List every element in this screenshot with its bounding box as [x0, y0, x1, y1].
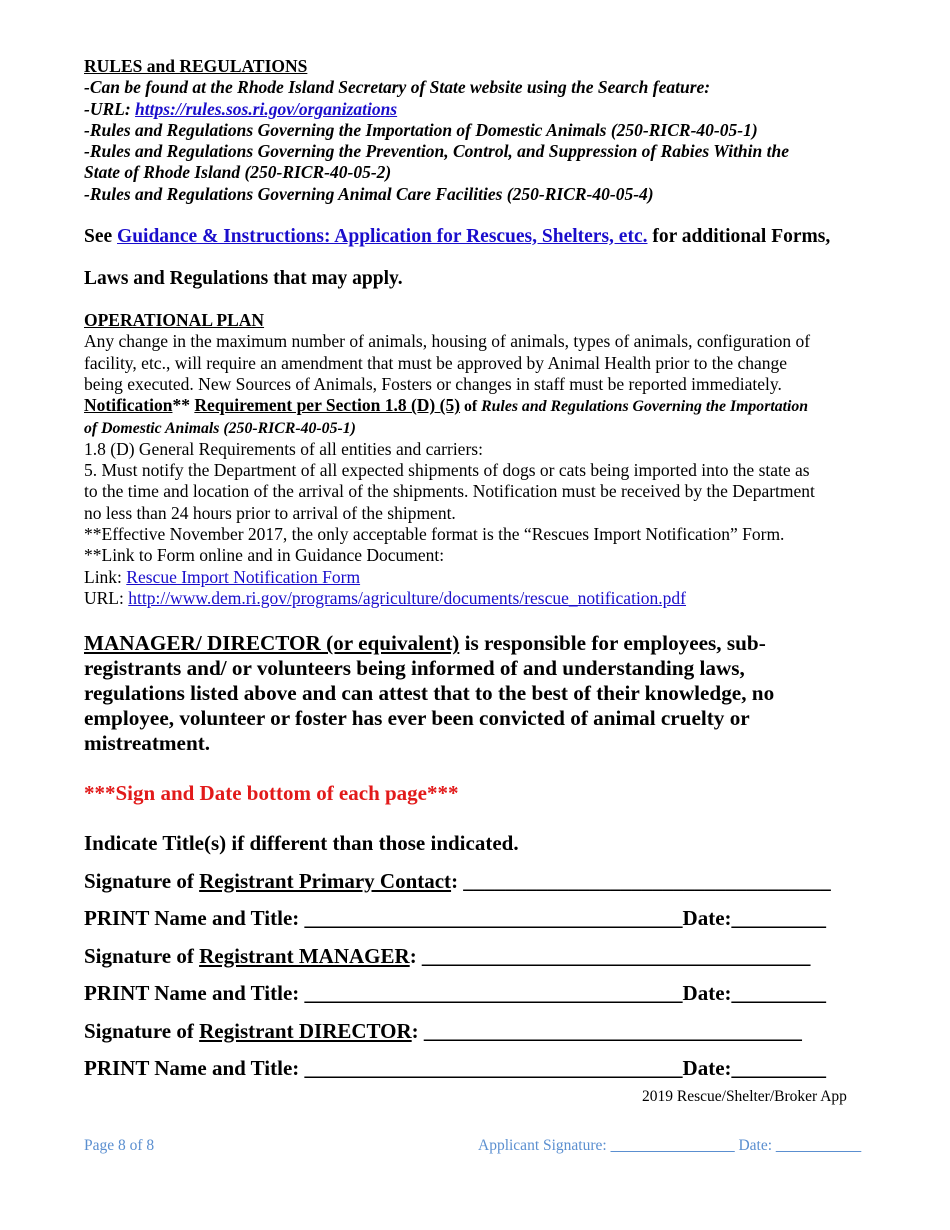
manager-line-1 [84, 631, 874, 656]
notification-rules-2: of Domestic Animals (250-RICR-40-05-1) [84, 419, 356, 437]
date-label: Date: [682, 981, 732, 1006]
director-signature-row[interactable] [84, 1018, 874, 1044]
print-name-line[interactable]: ____________________________________ [304, 906, 683, 931]
signature-prefix: Signature of [84, 1018, 200, 1043]
manager-text-1: is responsible for employees, sub- [459, 631, 766, 656]
print-name-row-2[interactable] [84, 980, 874, 1006]
manager-line-4: employee, volunteer or foster has ever been convicted of animal cruelty or [84, 706, 750, 731]
operational-heading: OPERATIONAL PLAN [84, 310, 265, 331]
notification-stars: ** [172, 395, 195, 416]
requirement-5-line-1: 5. Must notify the Department of all expected shipments of dogs or cats being imported into the state as [84, 460, 810, 481]
form-url-line [84, 588, 874, 609]
rules-line-importation: -Rules and Regulations Governing the Importation of Domestic Animals (250-RICR-40-05-1) [84, 119, 758, 140]
url-prefix: -URL: [84, 98, 136, 119]
rescue-import-form-link[interactable]: Rescue Import Notification Form [126, 566, 361, 587]
sign-date-notice: ***Sign and Date bottom of each page*** [84, 781, 459, 806]
notification-of: of [460, 398, 482, 416]
requirement-5-line-3: no less than 24 hours prior to arrival of the shipment. [84, 502, 456, 523]
date-line[interactable]: _________ [731, 981, 827, 1006]
manager-signature-line[interactable]: : _____________________________________ [409, 943, 811, 968]
manager-line-2: registrants and/ or volunteers being informed of and understanding laws, [84, 656, 745, 681]
applicant-signature-footer [478, 1137, 861, 1155]
operational-text-3: being executed. New Sources of Animals, Fosters or changes in staff must be reported immediately. [84, 373, 782, 394]
app-name-footer: 2019 Rescue/Shelter/Broker App [642, 1088, 847, 1105]
see-guidance-line [84, 225, 874, 248]
rules-line-rabies-1: -Rules and Regulations Governing the Prevention, Control, and Suppression of Rabies Within the [84, 141, 789, 162]
rules-line-care-facilities: -Rules and Regulations Governing Animal Care Facilities (250-RICR-40-05-4) [84, 183, 654, 204]
manager-role-label: Registrant MANAGER [199, 943, 410, 968]
date-label: Date: [682, 1056, 732, 1081]
document-page [84, 56, 874, 1081]
see-suffix: for additional Forms, [647, 225, 831, 247]
signature-prefix: Signature of [84, 868, 200, 893]
primary-contact-signature-line[interactable]: : ___________________________________ [451, 868, 831, 893]
director-role-label: Registrant DIRECTOR [199, 1018, 412, 1043]
link-label: Link: [84, 566, 127, 587]
date-line[interactable]: _________ [731, 906, 827, 931]
print-name-line[interactable]: ____________________________________ [304, 1056, 683, 1081]
primary-contact-signature-row[interactable] [84, 868, 874, 894]
print-name-row-1[interactable] [84, 905, 874, 931]
footer-date-label: Date: [734, 1137, 776, 1154]
signature-prefix: Signature of [84, 943, 200, 968]
manager-signature-row[interactable] [84, 943, 874, 969]
manager-director-label: MANAGER/ DIRECTOR (or equivalent) [84, 631, 460, 656]
form-link-line [84, 567, 874, 588]
date-label: Date: [682, 906, 732, 931]
print-name-label: PRINT Name and Title: [84, 906, 305, 931]
rules-heading: RULES and REGULATIONS [84, 56, 308, 76]
see-guidance-line-2: Laws and Regulations that may apply. [84, 268, 403, 290]
guidance-link[interactable]: Guidance & Instructions: Application for Rescues, Shelters, etc. [117, 225, 648, 247]
applicant-signature-label: Applicant Signature: [478, 1137, 611, 1154]
primary-contact-label: Registrant Primary Contact [199, 868, 452, 893]
notification-label: Notification [84, 395, 173, 416]
rules-line-search: -Can be found at the Rhode Island Secretary of State website using the Search feature: [84, 77, 711, 98]
date-line[interactable]: _________ [731, 1056, 827, 1081]
operational-text-1: Any change in the maximum number of animals, housing of animals, types of animals, configuration of [84, 331, 811, 352]
print-name-row-3[interactable] [84, 1055, 874, 1081]
footer-date-line[interactable]: ___________ [775, 1137, 862, 1154]
requirement-5-line-2: to the time and location of the arrival of the shipments. Notification must be received by the Department [84, 481, 815, 502]
applicant-signature-line[interactable]: ________________ [610, 1137, 735, 1154]
print-name-label: PRINT Name and Title: [84, 981, 305, 1006]
url-label: URL: [84, 587, 129, 608]
rules-line-url [84, 99, 874, 120]
indicate-title-note: Indicate Title(s) if different than those indicated. [84, 831, 519, 856]
effective-note: **Effective November 2017, the only acceptable format is the “Rescues Import Notification” Form. [84, 524, 785, 545]
rules-url-link[interactable]: https://rules.sos.ri.gov/organizations [135, 98, 398, 119]
print-name-line[interactable]: ____________________________________ [304, 981, 683, 1006]
spacer [84, 290, 874, 310]
manager-line-3: regulations listed above and can attest that to the best of their knowledge, no [84, 681, 775, 706]
director-signature-line[interactable]: : ____________________________________ [411, 1018, 802, 1043]
link-note: **Link to Form online and in Guidance Document: [84, 545, 445, 566]
see-prefix: See [84, 225, 118, 247]
page-number: Page 8 of 8 [84, 1137, 155, 1154]
requirements-heading: 1.8 (D) General Requirements of all entities and carriers: [84, 438, 483, 459]
notification-line [84, 395, 874, 417]
manager-statement [84, 631, 874, 756]
rescue-notification-url-link[interactable]: http://www.dem.ri.gov/programs/agriculture/documents/rescue_notification.pdf [128, 587, 687, 608]
print-name-label: PRINT Name and Title: [84, 1056, 305, 1081]
notification-rules: Rules and Regulations Governing the Importation [481, 398, 809, 416]
notification-requirement: Requirement per Section 1.8 (D) (5) [194, 395, 461, 416]
rules-line-rabies-2: State of Rhode Island (250-RICR-40-05-2) [84, 162, 392, 183]
operational-text-2: facility, etc., will require an amendment that must be approved by Animal Health prior to the change [84, 352, 788, 373]
manager-line-5: mistreatment. [84, 731, 211, 756]
